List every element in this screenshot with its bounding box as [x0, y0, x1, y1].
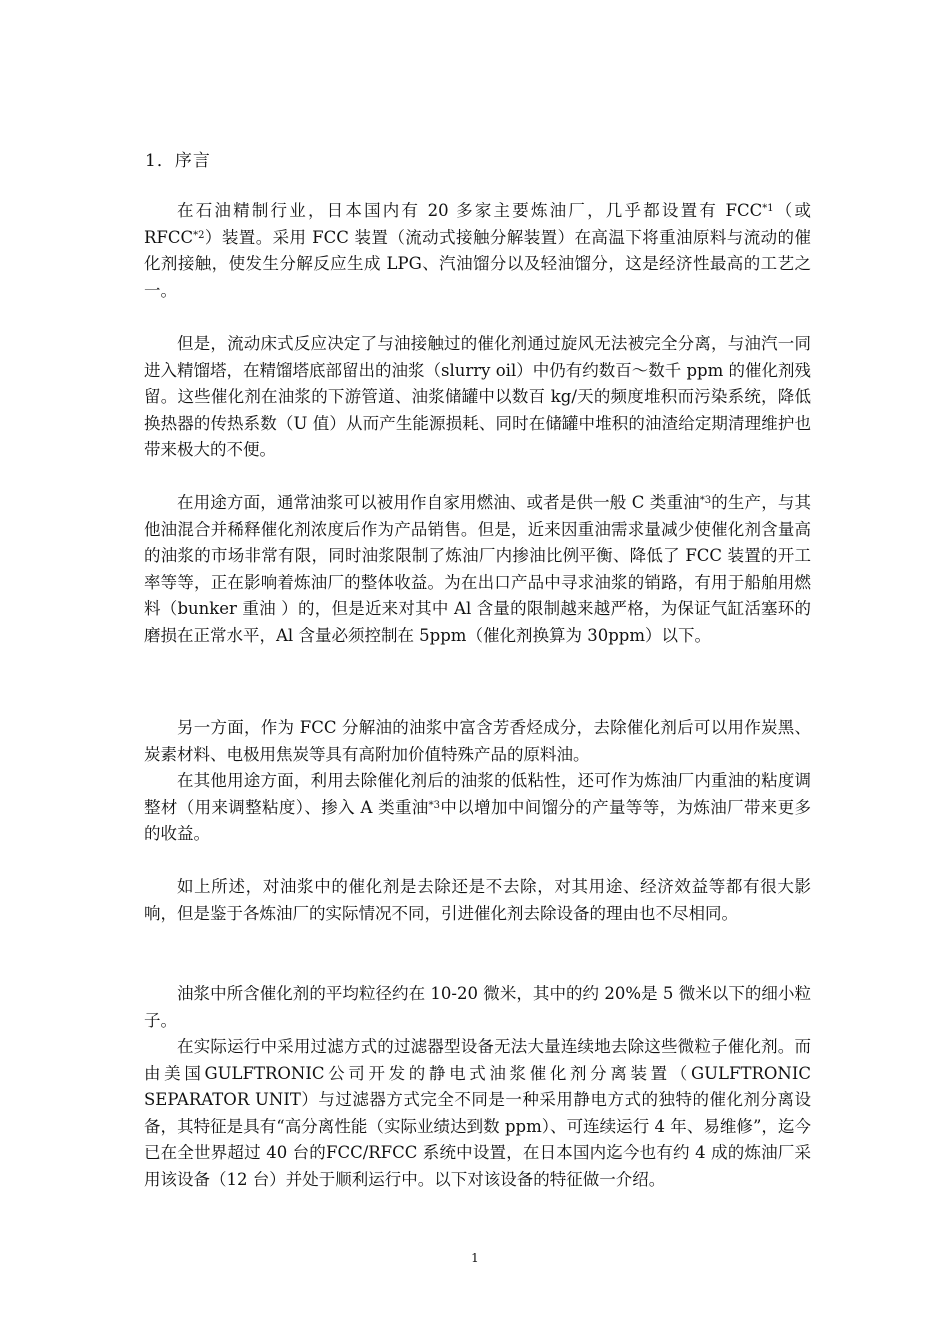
- paragraph-text: 的生产，与其他油混合并稀释催化剂浓度后作为产品销售。但是，近来因重油需求量减少使催化剂含量高的油浆的市场非常有限，同时油浆限制了炼油厂内掺油比例平衡、降低了 FCC 装置的开工率等等，正在影响着炼油厂的整体收益。为在出口产品中寻求油浆的销路，有用于船舶用燃料（bunker 重油 ）的，但是近来对其中 Al 含量的限制越来越严格，为保证气缸活塞环的磨损在正常水平，Al 含量必须控制在 5ppm（催化剂换算为 30ppm）以下。: [144, 493, 811, 645]
- footnote-mark: *3: [699, 495, 712, 506]
- paragraph-text: 如上所述，对油浆中的催化剂是去除还是不去除，对其用途、经济效益等都有很大影响，但是鉴于各炼油厂的实际情况不同，引进催化剂去除设备的理由也不尽相同。: [144, 877, 811, 923]
- section-heading: 1．序言: [145, 151, 211, 171]
- paragraph-text: 另一方面，作为 FCC 分解油的油浆中富含芳香烃成分，去除催化剂后可以用作炭黑、炭素材料、电极用焦炭等具有高附加价值特殊产品的原料油。: [144, 718, 811, 764]
- footnote-mark: *2: [193, 229, 205, 241]
- paragraph-text: 在实际运行中采用过滤方式的过滤器型设备无法大量连续地去除这些微粒子催化剂。而由美国GULFTRONIC公司开发的静电式油浆催化剂分离装置（GULFTRONIC SEPARATOR UNIT）与过滤器方式完全不同是一种采用静电方式的独特的催化剂分离设备，其特征是具有“高分离性能（实际业绩达到数 ppm）、可连续运行 4 年、易维修”，迄今已在全世界超过 40 台的FCC/RFCC 系统中设置，在日本国内迄今也有约 4 成的炼油厂采用该设备（12 台）并处于顺利运行中。以下对该设备的特征做一介绍。: [144, 1037, 811, 1189]
- paragraph-slurry-problem: [144, 331, 811, 464]
- paragraph-text: 中以增加中间馏分的产量等等，为炼油厂带来更多的收益。: [144, 797, 812, 843]
- paragraph-text: 但是，流动床式反应决定了与油接触过的催化剂通过旋风无法被完全分离，与油汽一同进入精馏塔，在精馏塔底部留出的油浆（slurry oil）中仍有约数百～数千 ppm 的催化剂残留。这些催化剂在油浆的下游管道、油浆储罐中以数百 kg/天的频度堆积而污染系统，降低换热器的传热系数（U 值）从而产生能源损耗、同时在储罐中堆积的油渣给定期清理维护也带来极大的不便。: [144, 334, 811, 459]
- paragraph-usage: [144, 490, 811, 649]
- paragraph-text: 油浆中所含催化剂的平均粒径约在 10-20 微米，其中的约 20%是 5 微米以下的细小粒子。: [144, 984, 811, 1030]
- footnote-mark: *1: [762, 203, 774, 214]
- paragraph-text: （或 RFCC: [144, 201, 811, 247]
- paragraph-text: 在其他用途方面，利用去除催化剂后的油浆的低粘性，还可作为炼油厂内重油的粘度调整材（用来调整粘度）、掺入 A 类重油: [144, 771, 811, 817]
- paragraph-text: 在用途方面，通常油浆可以被用作自家用燃油、或者是供一般 C 类重油: [177, 493, 700, 512]
- paragraph-text: ）装置。采用 FCC 装置（流动式接触分解装置）在高温下将重油原料与流动的催化剂接触，使发生分解反应生成 LPG、汽油馏分以及轻油馏分，这是经济性最高的工艺之一。: [144, 227, 811, 300]
- paragraph-summary: [144, 874, 811, 927]
- paragraph-particle-size: [144, 981, 811, 1034]
- paragraph-text: 在石油精制行业，日本国内有 20 多家主要炼油厂，几乎都设置有 FCC: [177, 201, 763, 220]
- footnote-mark: *3: [428, 799, 441, 811]
- paragraph-other-use: [144, 768, 811, 848]
- paragraph-separator: [144, 1034, 811, 1193]
- paragraph-intro: [144, 198, 811, 304]
- paragraph-aromatic-use: [144, 715, 811, 768]
- page-number: 1: [471, 1251, 479, 1265]
